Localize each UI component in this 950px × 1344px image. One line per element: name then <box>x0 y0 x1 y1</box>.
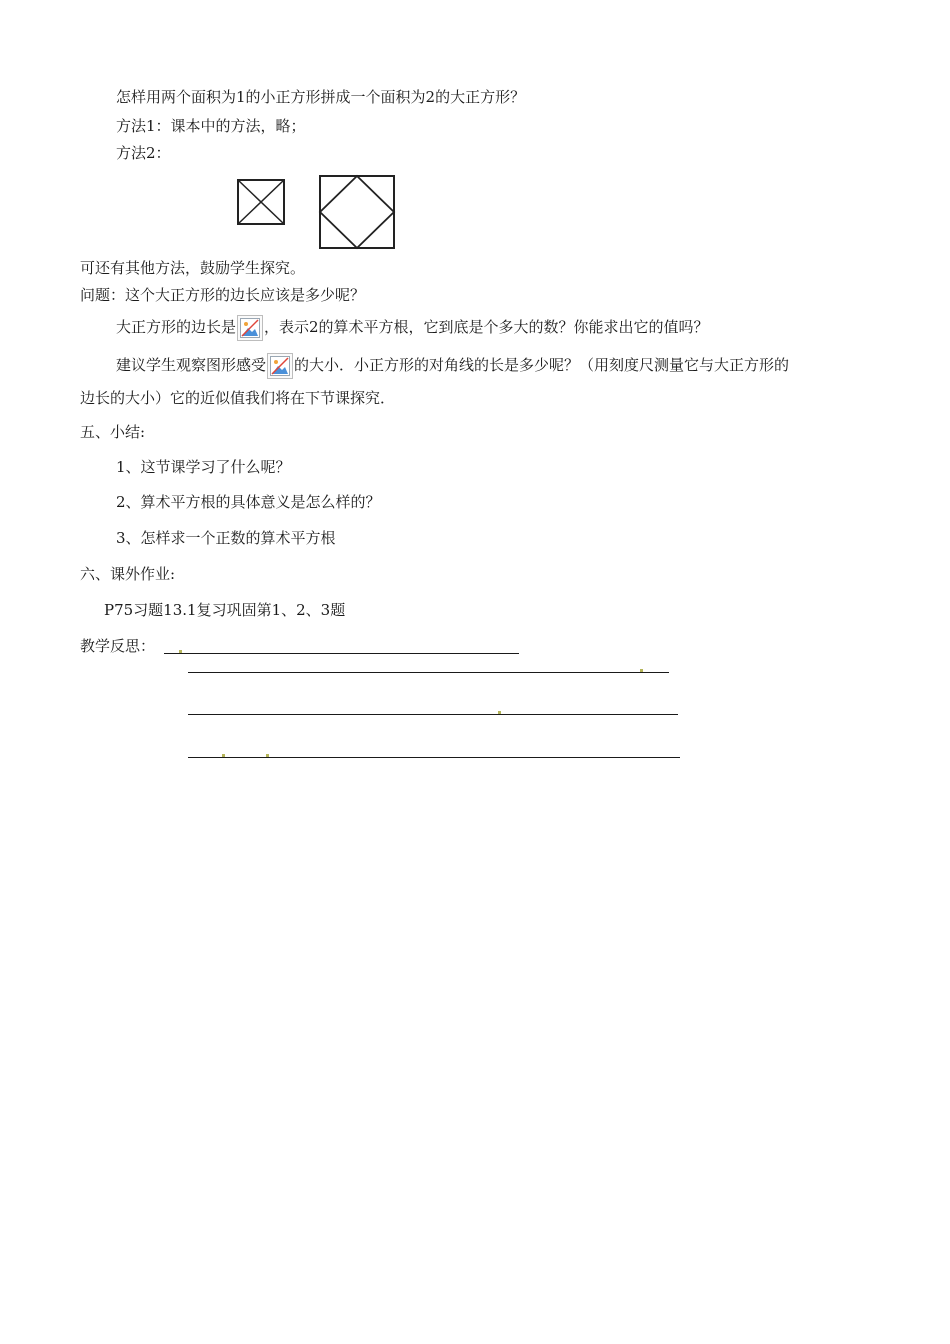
summary-item: 3、怎样求一个正数的算术平方根 <box>116 529 336 547</box>
broken-image-icon <box>267 353 293 379</box>
stray-mark <box>498 711 501 714</box>
homework-heading: 六、课外作业: <box>80 565 176 583</box>
stray-mark <box>179 650 182 653</box>
reflection-blank-line <box>188 672 669 673</box>
stray-mark <box>640 669 643 672</box>
suggest-prefix: 建议学生观察图形感受 <box>116 356 267 374</box>
reflection-label: 教学反思： <box>80 637 156 655</box>
side-length-prefix: 大正方形的边长是 <box>116 318 237 336</box>
stray-mark <box>266 754 269 757</box>
intro-text: 怎样用两个面积为1的小正方形拼成一个面积为2的大正方形？ <box>116 88 526 106</box>
method1-text: 方法1：课本中的方法，略； <box>116 117 306 135</box>
question-text: 问题：这个大正方形的边长应该是多少呢？ <box>80 286 366 304</box>
other-methods-text: 可还有其他方法，鼓励学生探究。 <box>80 259 306 277</box>
suggest-suffix: 的大小．小正方形的对角线的长是多少呢？（用刻度尺测量它与大正方形的 <box>294 356 790 374</box>
side-length-paragraph <box>116 314 709 341</box>
suggest-paragraph-line2: 边长的大小）它的近似值我们将在下节课探究． <box>80 389 396 407</box>
summary-item: 1、这节课学习了什么呢？ <box>116 458 291 476</box>
summary-item: 2、算术平方根的具体意义是怎么样的？ <box>116 493 381 511</box>
square-with-diagonals-icon <box>236 178 286 226</box>
summary-heading: 五、小结: <box>80 423 146 441</box>
reflection-blank-line <box>188 757 680 758</box>
homework-text: P75习题13.1复习巩固第1、2、3题 <box>104 601 346 619</box>
reflection-blank-line <box>164 653 519 654</box>
reflection-blank-line <box>188 714 678 715</box>
square-with-inscribed-diamond-icon <box>318 174 396 250</box>
stray-mark <box>222 754 225 757</box>
side-length-suffix: ，表示2的算术平方根，它到底是个多大的数？你能求出它的值吗？ <box>264 318 709 336</box>
suggest-paragraph-line1 <box>116 352 789 379</box>
broken-image-icon <box>237 315 263 341</box>
method2-text: 方法2： <box>116 144 171 162</box>
